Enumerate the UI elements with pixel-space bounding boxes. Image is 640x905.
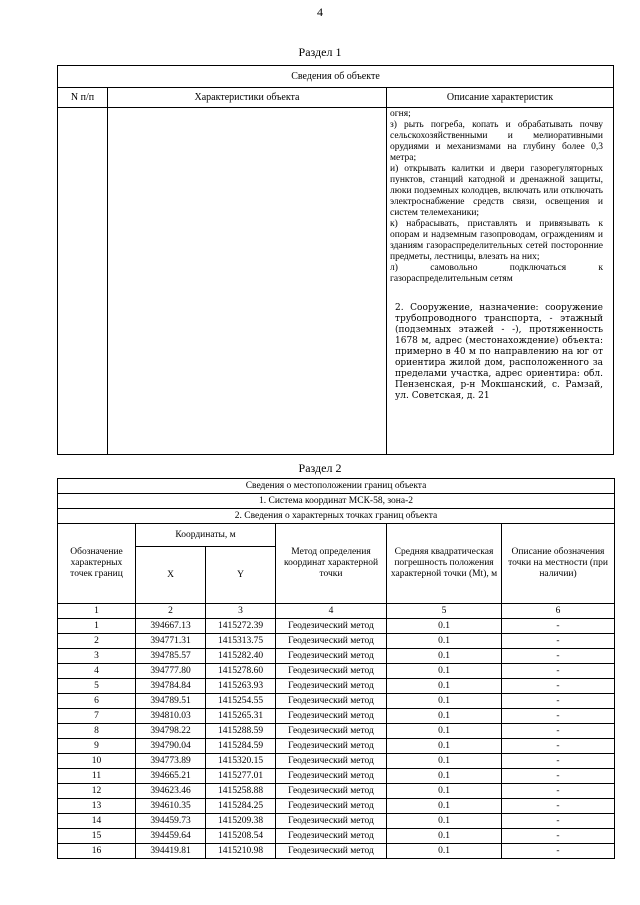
table-row [58,634,615,649]
section2-title: Раздел 2 [298,461,342,475]
y-coordinate: 1415284.25 [206,799,276,814]
y-coordinate: 1415209.38 [206,814,276,829]
error: 0.1 [387,754,502,769]
column-number: 4 [276,604,387,619]
description-line: и) открывать калитки и двери газорегуляторных пунктов, станций катодной и дренажной защиты, люки подземных колодцев, включать или отключать электроснабжение средств связи, освещения и систем телемеханики; [390,164,603,218]
method: Геодезический метод [276,829,387,844]
error: 0.1 [387,739,502,754]
object-description: 2. Сооружение, назначение: сооружение трубопроводного транспорта, - этажный (подземных этажей - -), протяженность 1678 м, адрес (местонахождение) объекта: примерно в 40 м по направлению на юг от ориентира жилой дом, расположенного за пределами участка, адрес ориентира: обл. Пензенская, р-н Мокшанский, с. Рамзай, ул. Советская, д. 21 [395,303,603,401]
x-coordinate: 394789.51 [136,694,206,709]
points-body [58,619,615,859]
table-row [58,739,615,754]
y-coordinate: 1415282.40 [206,649,276,664]
method: Геодезический метод [276,649,387,664]
point-number: 2 [58,634,136,649]
table-row [58,694,615,709]
point-number: 10 [58,754,136,769]
cell-characteristics-empty [108,108,387,455]
page-number: 4 [317,5,323,19]
column-number: 6 [502,604,615,619]
x-coordinate: 394784.84 [136,679,206,694]
method: Геодезический метод [276,724,387,739]
y-coordinate: 1415265.31 [206,709,276,724]
header-number: N п/п [58,88,108,108]
description-line: к) набрасывать, приставлять и привязывать к опорам и надземным газопроводам, ограждениям и зданиям газораспределительных сетей посторонние предметы, лестницы, влезать на них; [390,219,603,262]
method: Геодезический метод [276,709,387,724]
method: Геодезический метод [276,739,387,754]
section2-table [57,478,615,859]
table-row [58,754,615,769]
point-number: 13 [58,799,136,814]
header-point-description: Описание обозначения точки на местности (при наличии) [502,524,615,604]
point-number: 11 [58,769,136,784]
y-coordinate: 1415284.59 [206,739,276,754]
error: 0.1 [387,709,502,724]
x-coordinate: 394785.57 [136,649,206,664]
method: Геодезический метод [276,814,387,829]
point-description: - [502,784,615,799]
table-row [58,724,615,739]
error: 0.1 [387,844,502,859]
error: 0.1 [387,769,502,784]
table-row [58,619,615,634]
point-number: 15 [58,829,136,844]
description-line: л) самовольно подключаться к газораспределительным сетям [390,263,603,284]
table-row [58,844,615,859]
method: Геодезический метод [276,754,387,769]
error: 0.1 [387,829,502,844]
error: 0.1 [387,679,502,694]
point-description: - [502,679,615,694]
error: 0.1 [387,694,502,709]
cell-number-empty [58,108,108,455]
y-coordinate: 1415208.54 [206,829,276,844]
error: 0.1 [387,799,502,814]
x-coordinate: 394798.22 [136,724,206,739]
header-coords: Координаты, м [136,524,276,547]
header-description: Описание характеристик [387,88,614,108]
x-coordinate: 394459.64 [136,829,206,844]
method: Геодезический метод [276,619,387,634]
y-coordinate: 1415210.98 [206,844,276,859]
error: 0.1 [387,814,502,829]
point-description: - [502,769,615,784]
point-description: - [502,619,615,634]
point-description: - [502,844,615,859]
table-row [58,769,615,784]
method: Геодезический метод [276,679,387,694]
points-title: 2. Сведения о характерных точках границ объекта [58,509,615,524]
method: Геодезический метод [276,694,387,709]
header-method: Метод определения координат характерной точки [276,524,387,604]
y-coordinate: 1415254.55 [206,694,276,709]
x-coordinate: 394777.80 [136,664,206,679]
method: Геодезический метод [276,799,387,814]
column-number: 5 [387,604,502,619]
error: 0.1 [387,634,502,649]
table-row [58,814,615,829]
y-coordinate: 1415313.75 [206,634,276,649]
point-description: - [502,724,615,739]
point-number: 9 [58,739,136,754]
y-coordinate: 1415272.39 [206,619,276,634]
x-coordinate: 394623.46 [136,784,206,799]
section1-table [57,65,614,455]
x-coordinate: 394610.35 [136,799,206,814]
column-numbers-row [58,604,615,619]
header-point: Обозначение характерных точек границ [58,524,136,604]
description-line: з) рыть погреба, копать и обрабатывать почву сельскохозяйственными и мелиоративными орудиями и механизмами на глубину более 0,3 метра; [390,120,603,163]
method: Геодезический метод [276,784,387,799]
column-number: 3 [206,604,276,619]
point-number: 6 [58,694,136,709]
point-description: - [502,649,615,664]
table-row [58,679,615,694]
error: 0.1 [387,619,502,634]
coord-system: 1. Система координат МСК-58, зона-2 [58,494,615,509]
point-number: 16 [58,844,136,859]
x-coordinate: 394667.13 [136,619,206,634]
description-cell [387,108,614,455]
error: 0.1 [387,649,502,664]
method: Геодезический метод [276,664,387,679]
table-row [58,649,615,664]
x-coordinate: 394419.81 [136,844,206,859]
point-description: - [502,664,615,679]
error: 0.1 [387,664,502,679]
y-coordinate: 1415277.01 [206,769,276,784]
point-number: 3 [58,649,136,664]
point-description: - [502,739,615,754]
column-number: 2 [136,604,206,619]
point-number: 1 [58,619,136,634]
x-coordinate: 394665.21 [136,769,206,784]
point-number: 7 [58,709,136,724]
y-coordinate: 1415288.59 [206,724,276,739]
method: Геодезический метод [276,769,387,784]
y-coordinate: 1415278.60 [206,664,276,679]
point-number: 12 [58,784,136,799]
y-coordinate: 1415258.88 [206,784,276,799]
error: 0.1 [387,724,502,739]
point-number: 4 [58,664,136,679]
method: Геодезический метод [276,634,387,649]
x-coordinate: 394773.89 [136,754,206,769]
point-description: - [502,814,615,829]
table-row [58,784,615,799]
x-coordinate: 394810.03 [136,709,206,724]
method: Геодезический метод [276,844,387,859]
y-coordinate: 1415263.93 [206,679,276,694]
point-description: - [502,709,615,724]
table-row [58,709,615,724]
table-row [58,829,615,844]
x-coordinate: 394771.31 [136,634,206,649]
header-characteristics: Характеристики объекта [108,88,387,108]
section2-table-title: Сведения о местоположении границ объекта [58,479,615,494]
section1-table-title: Сведения об объекте [58,66,614,88]
header-x: X [136,547,206,604]
table-row [58,664,615,679]
section1-title: Раздел 1 [298,45,342,59]
point-number: 14 [58,814,136,829]
x-coordinate: 394459.73 [136,814,206,829]
x-coordinate: 394790.04 [136,739,206,754]
header-y: Y [206,547,276,604]
point-number: 8 [58,724,136,739]
description-line: огня; [390,109,411,119]
point-description: - [502,799,615,814]
column-number: 1 [58,604,136,619]
point-description: - [502,694,615,709]
y-coordinate: 1415320.15 [206,754,276,769]
table-row [58,799,615,814]
point-description: - [502,634,615,649]
point-description: - [502,829,615,844]
point-number: 5 [58,679,136,694]
error: 0.1 [387,784,502,799]
point-description: - [502,754,615,769]
header-error: Средняя квадратическая погрешность положения характерной точки (Mt), м [387,524,502,604]
